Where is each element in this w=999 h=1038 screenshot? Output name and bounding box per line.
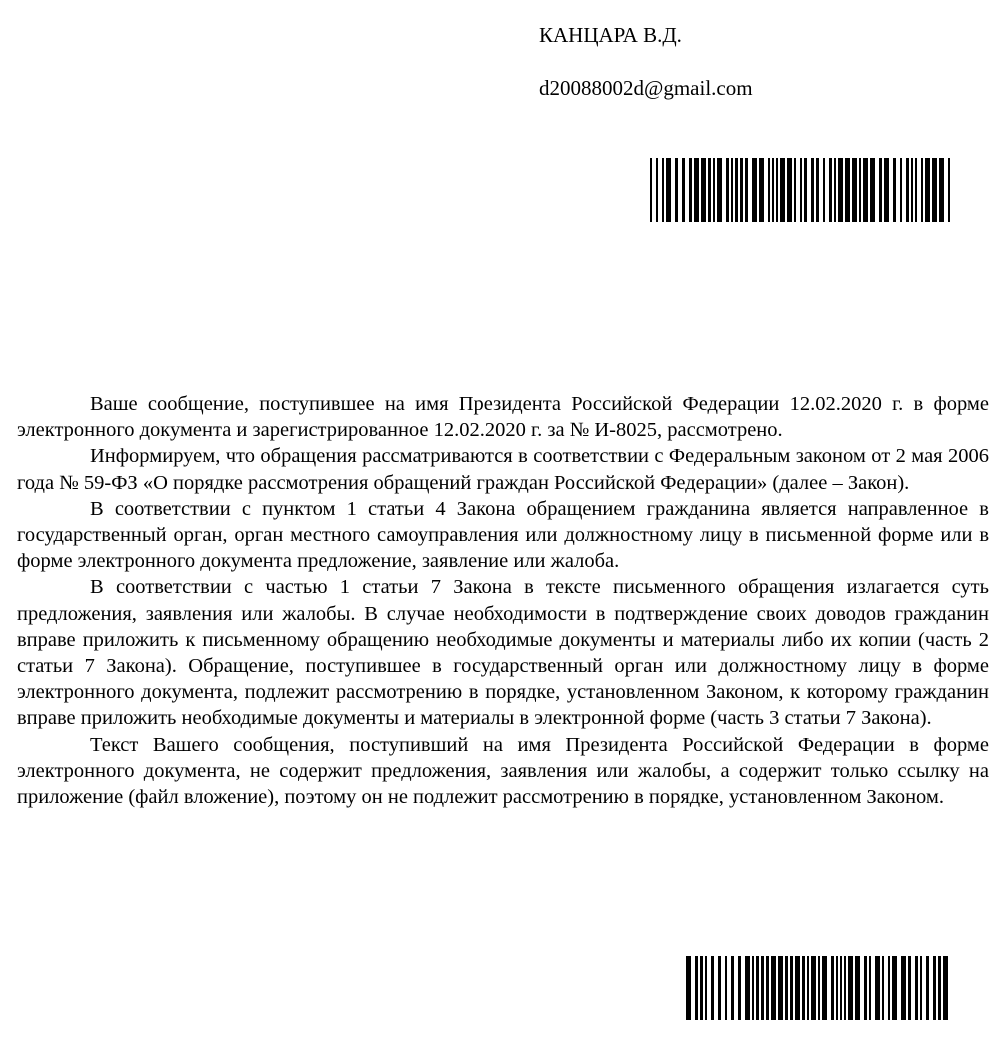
barcode-bar <box>848 956 853 1020</box>
barcode-bar <box>766 956 769 1020</box>
barcode-bar <box>884 158 889 222</box>
barcode-bar <box>731 956 734 1020</box>
barcode-bar <box>776 158 778 222</box>
barcode-bar <box>708 158 711 222</box>
barcode-bar <box>920 956 922 1020</box>
barcode-bar <box>650 158 652 222</box>
barcode-bar <box>656 158 658 222</box>
recipient-name: КАНЦАРА В.Д. <box>539 23 682 47</box>
barcode-bar <box>695 956 698 1020</box>
barcode-bar <box>938 956 941 1020</box>
barcode-bar <box>756 956 759 1020</box>
barcode-bar <box>804 158 807 222</box>
paragraph-law-reference: Информируем, что обращения рассматриваются в соответствии с Федеральным законом от 2 мая 2006 года № 59-ФЗ «О порядке рассмотрения обращений граждан Российской Федерации» (далее – Закон). <box>17 445 989 494</box>
barcode-bar <box>822 956 827 1020</box>
paragraph-registration: Ваше сообщение, поступившее на имя Президента Российской Федерации 12.02.2020 г. в форме электронного документа и зарегистрированное 12.02.2020 г. за № И-8025, рассмотрено. <box>17 393 989 442</box>
barcode-bar <box>785 956 788 1020</box>
barcode-bar <box>731 158 733 222</box>
letter-body <box>17 391 989 810</box>
barcode-bar <box>915 956 918 1020</box>
barcode-bar <box>666 158 671 222</box>
barcode-bar <box>925 158 930 222</box>
barcode-bar <box>759 158 764 222</box>
barcode-bar <box>790 956 793 1020</box>
barcode-bar <box>811 158 814 222</box>
barcode-bar <box>686 956 691 1020</box>
barcode-bar <box>836 956 838 1020</box>
barcode-bar <box>771 956 776 1020</box>
barcode-bar <box>717 158 722 222</box>
barcode-bar <box>745 956 750 1020</box>
barcode-bar <box>738 956 741 1020</box>
barcode-bar <box>802 956 805 1020</box>
barcode-bar <box>772 158 774 222</box>
barcode-bar <box>864 956 867 1020</box>
barcode-bar <box>795 956 800 1020</box>
barcode-bar <box>689 158 692 222</box>
barcode-bar <box>811 956 816 1020</box>
barcode-bottom <box>686 956 948 1020</box>
barcode-bar <box>705 956 707 1020</box>
barcode-bar <box>879 158 882 222</box>
barcode-bar <box>915 158 917 222</box>
recipient-email: d20088002d@gmail.com <box>539 76 753 100</box>
barcode-bar <box>852 158 857 222</box>
barcode-bar <box>694 158 699 222</box>
barcode-bar <box>906 158 909 222</box>
barcode-bar <box>943 956 948 1020</box>
barcode-bar <box>800 158 802 222</box>
barcode-bar <box>875 956 880 1020</box>
barcode-bar <box>780 158 785 222</box>
barcode-bar <box>807 956 809 1020</box>
paragraph-conclusion: Текст Вашего сообщения, поступивший на имя Президента Российской Федерации в форме электронного документа, не содержит предложения, заявления или жалобы, а содержит только ссылку на приложение (файл вложение), поэтому он не подлежит рассмотрению в порядке, установленном Законом. <box>17 733 989 809</box>
barcode-bar <box>829 158 832 222</box>
barcode-bar <box>939 158 944 222</box>
barcode-bar <box>892 956 897 1020</box>
paragraph-article-7: В соответствии с частью 1 статьи 7 Закона в тексте письменного обращения излагается суть предложения, заявления или жалобы. В случае необходимости в подтверждение своих доводов гражданин вправе приложить к письменному обращению необходимые документы и материалы либо их копии (часть 2 статьи 7 Закона). Обращение, поступившее в государственный орган или должностному лицу в форме электронного документа, подлежит рассмотрению в порядке, установленном Законом, к которому гражданин вправе приложить необходимые документы и материалы в электронной форме (часть 3 статьи 7 Закона). <box>17 576 989 730</box>
barcode-bar <box>818 956 820 1020</box>
barcode-top <box>650 158 950 222</box>
barcode-bar <box>768 158 770 222</box>
barcode-bar <box>869 956 871 1020</box>
barcode-bar <box>745 158 748 222</box>
barcode-bar <box>778 956 783 1020</box>
barcode-bar <box>933 956 936 1020</box>
barcode-bar <box>794 158 796 222</box>
barcode-bar <box>845 158 850 222</box>
barcode-bar <box>761 956 764 1020</box>
barcode-bar <box>662 158 664 222</box>
barcode-bar <box>675 158 678 222</box>
barcode-bar <box>740 158 743 222</box>
barcode-bar <box>926 956 929 1020</box>
barcode-bar <box>823 158 825 222</box>
barcode-bar <box>831 956 834 1020</box>
barcode-bar <box>859 158 861 222</box>
barcode-bar <box>870 158 875 222</box>
barcode-bar <box>713 158 715 222</box>
barcode-bar <box>711 956 714 1020</box>
barcode-bar <box>726 158 729 222</box>
barcode-bar <box>882 956 884 1020</box>
barcode-bar <box>901 956 906 1020</box>
barcode-bar <box>888 956 890 1020</box>
barcode-bar <box>900 158 902 222</box>
barcode-bar <box>948 158 950 222</box>
barcode-bar <box>855 956 860 1020</box>
barcode-bar <box>718 956 721 1020</box>
barcode-bar <box>752 158 757 222</box>
barcode-bar <box>908 956 911 1020</box>
barcode-bar <box>787 158 792 222</box>
barcode-bar <box>911 158 913 222</box>
paragraph-article-4: В соответствии с пунктом 1 статьи 4 Закона обращением гражданина является направленное в государственный орган, орган местного самоуправления или должностному лицу в письменной форме или в форме электронного документа предложение, заявление или жалоба. <box>17 497 989 573</box>
barcode-bar <box>701 158 706 222</box>
barcode-bar <box>752 956 754 1020</box>
barcode-bar <box>700 956 703 1020</box>
barcode-bar <box>932 158 937 222</box>
barcode-bar <box>834 158 836 222</box>
barcode-bar <box>921 158 923 222</box>
barcode-bar <box>682 158 685 222</box>
barcode-bar <box>735 158 738 222</box>
barcode-bar <box>893 158 896 222</box>
barcode-bar <box>725 956 727 1020</box>
barcode-bar <box>840 956 842 1020</box>
barcode-bar <box>863 158 868 222</box>
barcode-bar <box>838 158 843 222</box>
barcode-bar <box>816 158 819 222</box>
barcode-bar <box>844 956 846 1020</box>
